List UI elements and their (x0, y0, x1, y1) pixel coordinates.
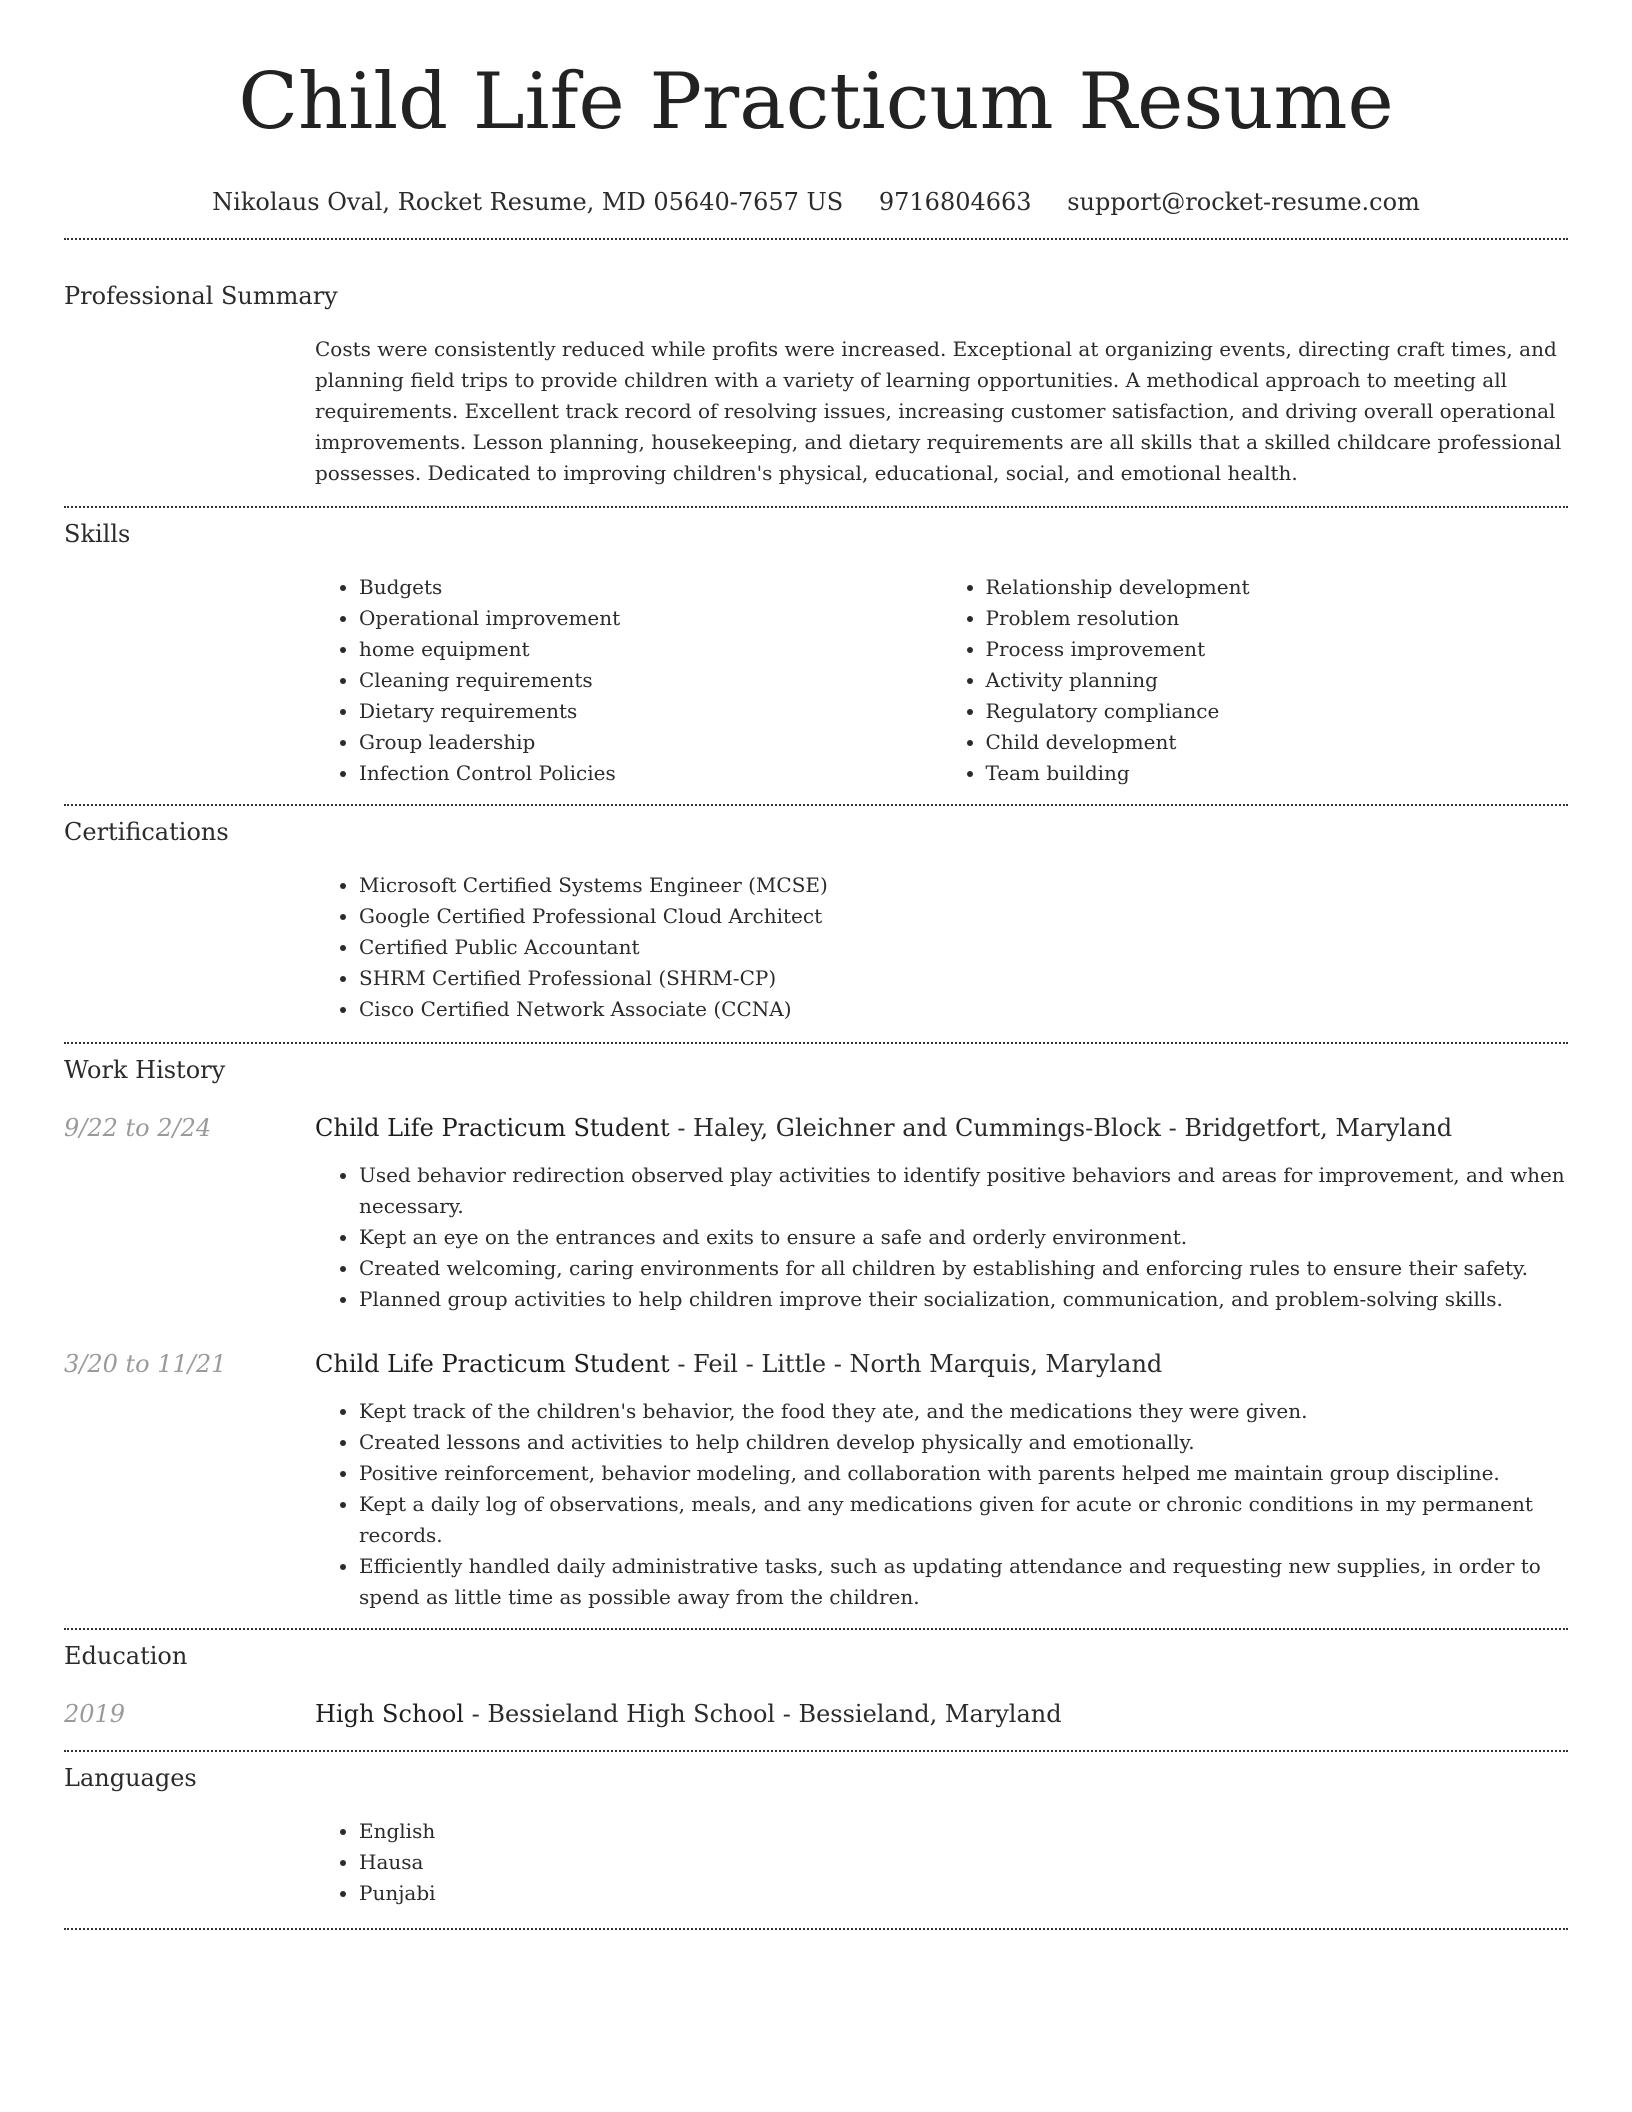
list-item: • Efficiently handled daily administrative tasks, such as updating attendance and requesting new supplies, in order to spend as little time as possible away from the children. (359, 1551, 1568, 1613)
list-item: • Operational improvement (359, 603, 942, 634)
job-title (315, 1348, 1568, 1380)
list-item: • Google Certified Professional Cloud Architect (359, 901, 1568, 932)
skills-list-right (942, 572, 1569, 789)
list-item: • Positive reinforcement, behavior modeling, and collaboration with parents helped me maintain group discipline. (359, 1458, 1568, 1489)
work-section (64, 1054, 1568, 1609)
education-entry (315, 1698, 1568, 1730)
skills-section (64, 518, 1568, 785)
languages-list (315, 1816, 1568, 1909)
divider (64, 804, 1568, 806)
list-item: • Process improvement (986, 634, 1569, 665)
certifications-section (64, 816, 1568, 1021)
summary-text: Costs were consistently reduced while profits were increased. Exceptional at organizing events, directing craft times, and planning field trips to provide children with a variety of learning opportunities. A methodical approach to meeting all requirements. Excellent track record of resolving issues, increasing customer satisfaction, and driving overall operational improvements. Lesson planning, housekeeping, and dietary requirements are all skills that a skilled childcare professional possesses. Dedicated to improving children's physical, educational, social, and emotional health. (315, 337, 1562, 485)
list-item: • Created lessons and activities to help children develop physically and emotionally. (359, 1427, 1568, 1458)
job-entry (315, 1348, 1568, 1613)
education-school: - Bessieland High School - Bessieland, Maryland (463, 1700, 1062, 1728)
list-item: • Child development (986, 727, 1569, 758)
job-role: Child Life Practicum Student (315, 1114, 670, 1142)
job-employer: - Haley, Gleichner and Cummings-Block - Bridgetfort, Maryland (669, 1114, 1453, 1142)
divider (64, 1750, 1568, 1752)
list-item: • Kept track of the children's behavior, the food they ate, and the medications they were given. (359, 1396, 1568, 1427)
list-item: • Budgets (359, 572, 942, 603)
summary-section (64, 280, 1568, 485)
list-item: • Relationship development (986, 572, 1569, 603)
job-employer: - Feil - Little - North Marquis, Maryland (669, 1350, 1163, 1378)
job-dates: 3/20 to 11/21 (64, 1350, 227, 1378)
list-item: • Problem resolution (986, 603, 1569, 634)
summary-body (315, 334, 1568, 489)
list-item: • Created welcoming, caring environments for all children by establishing and enforcing rules to ensure their safety. (359, 1253, 1568, 1284)
job-entry (315, 1112, 1568, 1315)
contact-email: support@rocket-resume.com (1067, 188, 1420, 216)
list-item: • Punjabi (359, 1878, 1568, 1909)
contact-line (0, 186, 1632, 218)
list-item: • Regulatory compliance (986, 696, 1569, 727)
languages-body (315, 1816, 1568, 1909)
list-item: • Team building (986, 758, 1569, 789)
list-item: • Dietary requirements (359, 696, 942, 727)
skills-heading: Skills (64, 520, 131, 548)
list-item: • Cleaning requirements (359, 665, 942, 696)
list-item: • Microsoft Certified Systems Engineer (MCSE) (359, 870, 1568, 901)
education-degree: High School (315, 1700, 464, 1728)
list-item: • SHRM Certified Professional (SHRM-CP) (359, 963, 1568, 994)
list-item: • Used behavior redirection observed play activities to identify positive behaviors and areas for improvement, and when necessary. (359, 1160, 1568, 1222)
contact-address: Nikolaus Oval, Rocket Resume, MD 05640-7657 US (212, 188, 844, 216)
summary-heading: Professional Summary (64, 282, 338, 310)
list-item: • Group leadership (359, 727, 942, 758)
job-role: Child Life Practicum Student (315, 1350, 670, 1378)
divider (64, 1042, 1568, 1044)
list-item: • Certified Public Accountant (359, 932, 1568, 963)
contact-phone: 9716804663 (878, 188, 1032, 216)
resume-title: Child Life Practicum Resume (238, 57, 1394, 147)
education-year: 2019 (64, 1700, 126, 1728)
list-item: • English (359, 1816, 1568, 1847)
job-title (315, 1112, 1568, 1144)
skills-body (315, 572, 1568, 789)
certifications-list (315, 870, 1568, 1025)
education-heading: Education (64, 1642, 188, 1670)
certifications-heading: Certifications (64, 818, 229, 846)
resume-header (0, 0, 1632, 218)
divider (64, 506, 1568, 508)
education-title (315, 1698, 1568, 1730)
divider (64, 1928, 1568, 1930)
languages-heading: Languages (64, 1764, 197, 1792)
list-item: • Kept a daily log of observations, meals, and any medications given for acute or chronic conditions in my permanent records. (359, 1489, 1568, 1551)
education-section (64, 1640, 1568, 1728)
list-item: • Hausa (359, 1847, 1568, 1878)
list-item: • Kept an eye on the entrances and exits to ensure a safe and orderly environment. (359, 1222, 1568, 1253)
list-item: • Activity planning (986, 665, 1569, 696)
work-heading: Work History (64, 1056, 226, 1084)
job-bullets (315, 1396, 1568, 1613)
divider (64, 1628, 1568, 1630)
divider (64, 238, 1568, 240)
skills-list-left (315, 572, 942, 789)
list-item: • Planned group activities to help children improve their socialization, communication, and problem-solving skills. (359, 1284, 1568, 1315)
job-dates: 9/22 to 2/24 (64, 1114, 212, 1142)
list-item: • home equipment (359, 634, 942, 665)
job-bullets (315, 1160, 1568, 1315)
list-item: • Infection Control Policies (359, 758, 942, 789)
list-item: • Cisco Certified Network Associate (CCNA) (359, 994, 1568, 1025)
languages-section (64, 1762, 1568, 1905)
certifications-body (315, 870, 1568, 1025)
